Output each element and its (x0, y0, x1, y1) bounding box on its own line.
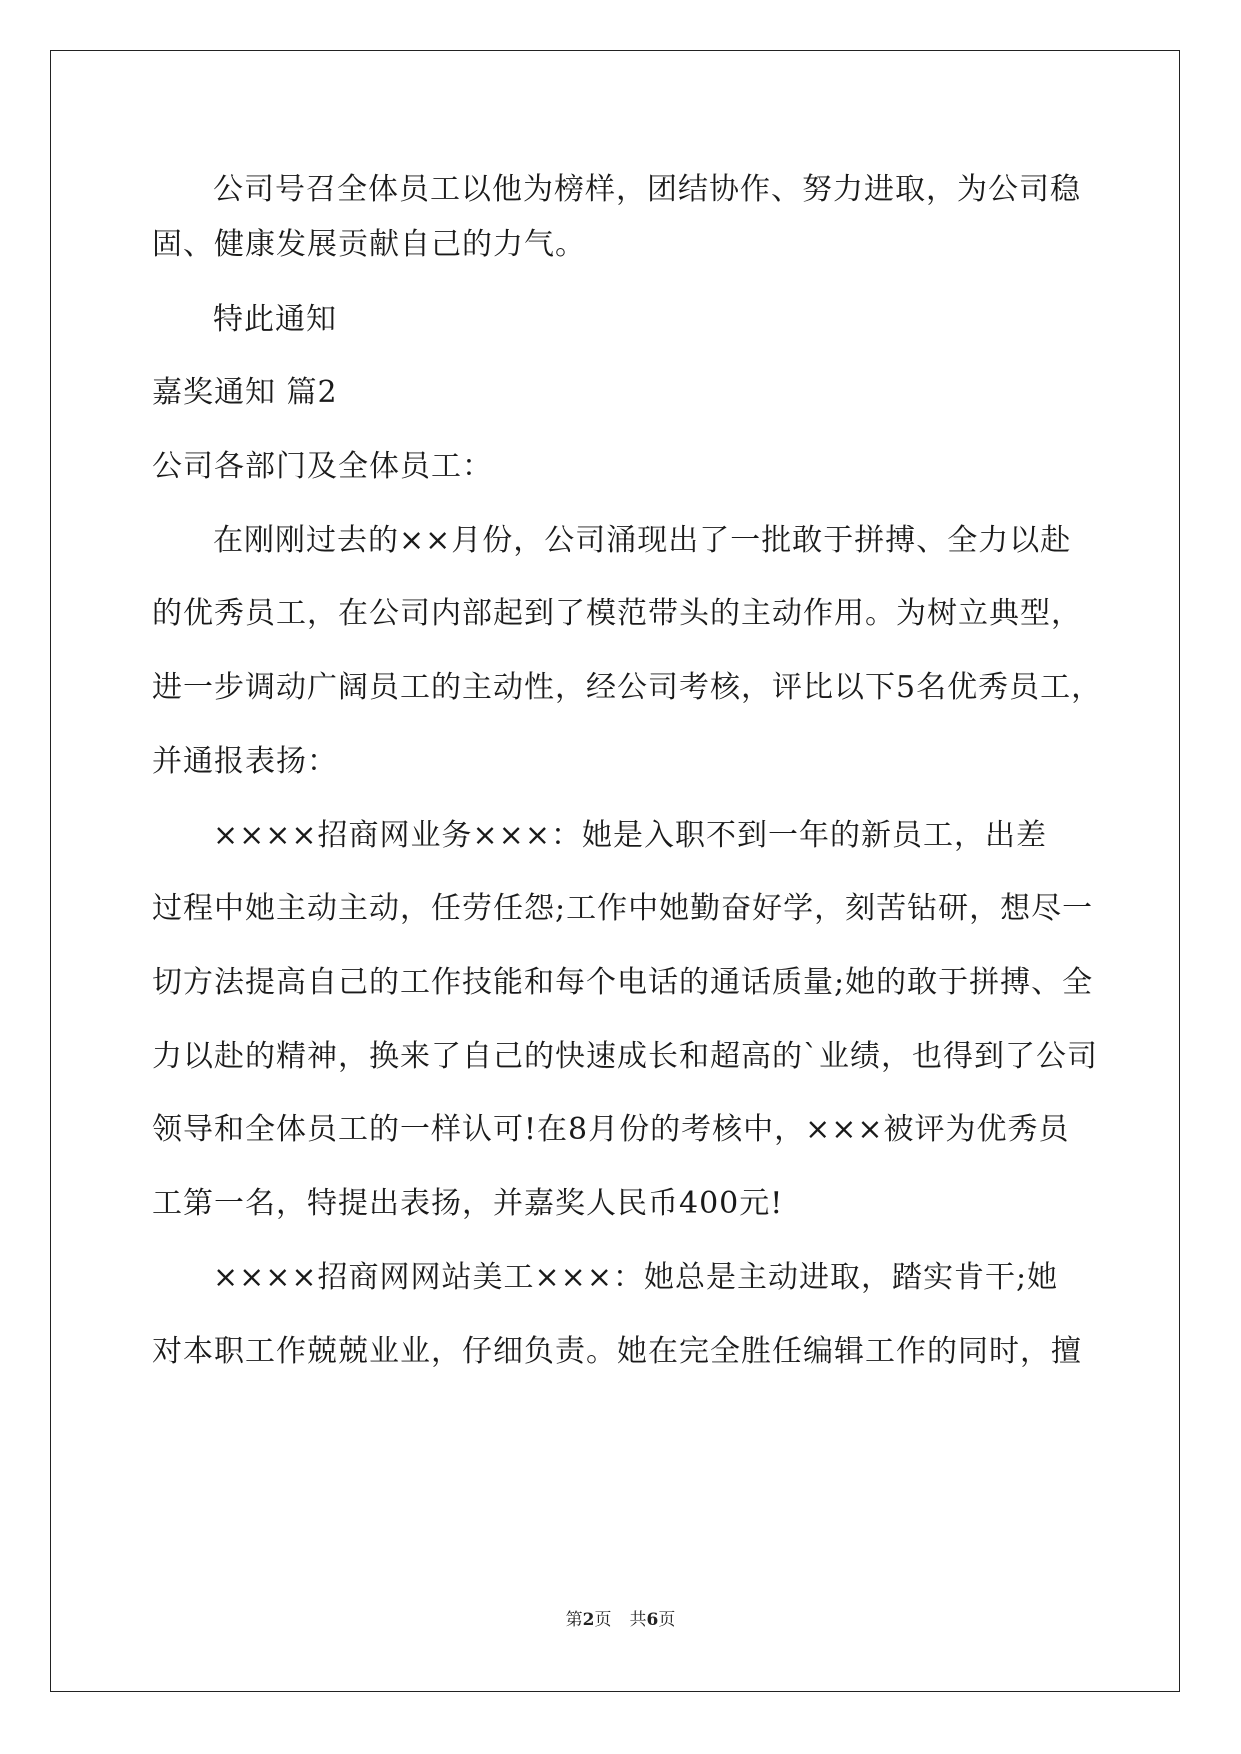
closing-line: 特此通知 (213, 302, 337, 337)
paragraph-line: ××××招商网业务×××：她是入职不到一年的新员工，出差 (213, 818, 1047, 853)
total-prefix: 共 (629, 1610, 647, 1630)
paragraph-line: 工第一名，特提出表扬，并嘉奖人民币400元! (152, 1186, 784, 1221)
paragraph-line: 公司号召全体员工以他为榜样，团结协作、努力进取，为公司稳 (213, 172, 1081, 207)
page-suffix: 页 (594, 1610, 612, 1630)
paragraph-line: ××××招商网网站美工×××：她总是主动进取，踏实肯干;她 (213, 1260, 1059, 1295)
page-prefix: 第 (565, 1610, 583, 1630)
paragraph-line: 对本职工作兢兢业业，仔细负责。她在完全胜任编辑工作的同时，擅 (152, 1334, 1082, 1369)
paragraph-line: 过程中她主动主动，任劳任怨;工作中她勤奋好学，刻苦钻研，想尽一 (152, 891, 1094, 926)
page-border (50, 50, 1180, 1692)
paragraph-line: 并通报表扬： (152, 744, 338, 779)
paragraph-line: 切方法提高自己的工作技能和每个电话的通话质量;她的敢于拼搏、全 (152, 965, 1094, 1000)
paragraph-line: 在刚刚过去的××月份，公司涌现出了一批敢于拼搏、全力以赴 (213, 523, 1072, 558)
total-suffix: 页 (658, 1610, 676, 1630)
section-heading: 嘉奖通知 篇2 (152, 375, 338, 410)
salutation: 公司各部门及全体员工： (152, 449, 493, 484)
paragraph-line: 固、健康发展贡献自己的力气。 (152, 227, 586, 262)
page-footer (0, 1609, 1241, 1631)
paragraph-line: 的优秀员工，在公司内部起到了模范带头的主动作用。为树立典型， (152, 596, 1082, 631)
paragraph-line: 领导和全体员工的一样认可!在8月份的考核中，×××被评为优秀员 (152, 1112, 1070, 1147)
page-number: 2 (582, 1610, 595, 1630)
total-pages: 6 (646, 1610, 659, 1630)
paragraph-line: 力以赴的精神，换来了自己的快速成长和超高的`业绩，也得到了公司 (152, 1039, 1098, 1074)
paragraph-line: 进一步调动广阔员工的主动性，经公司考核，评比以下5名优秀员工， (152, 670, 1103, 705)
